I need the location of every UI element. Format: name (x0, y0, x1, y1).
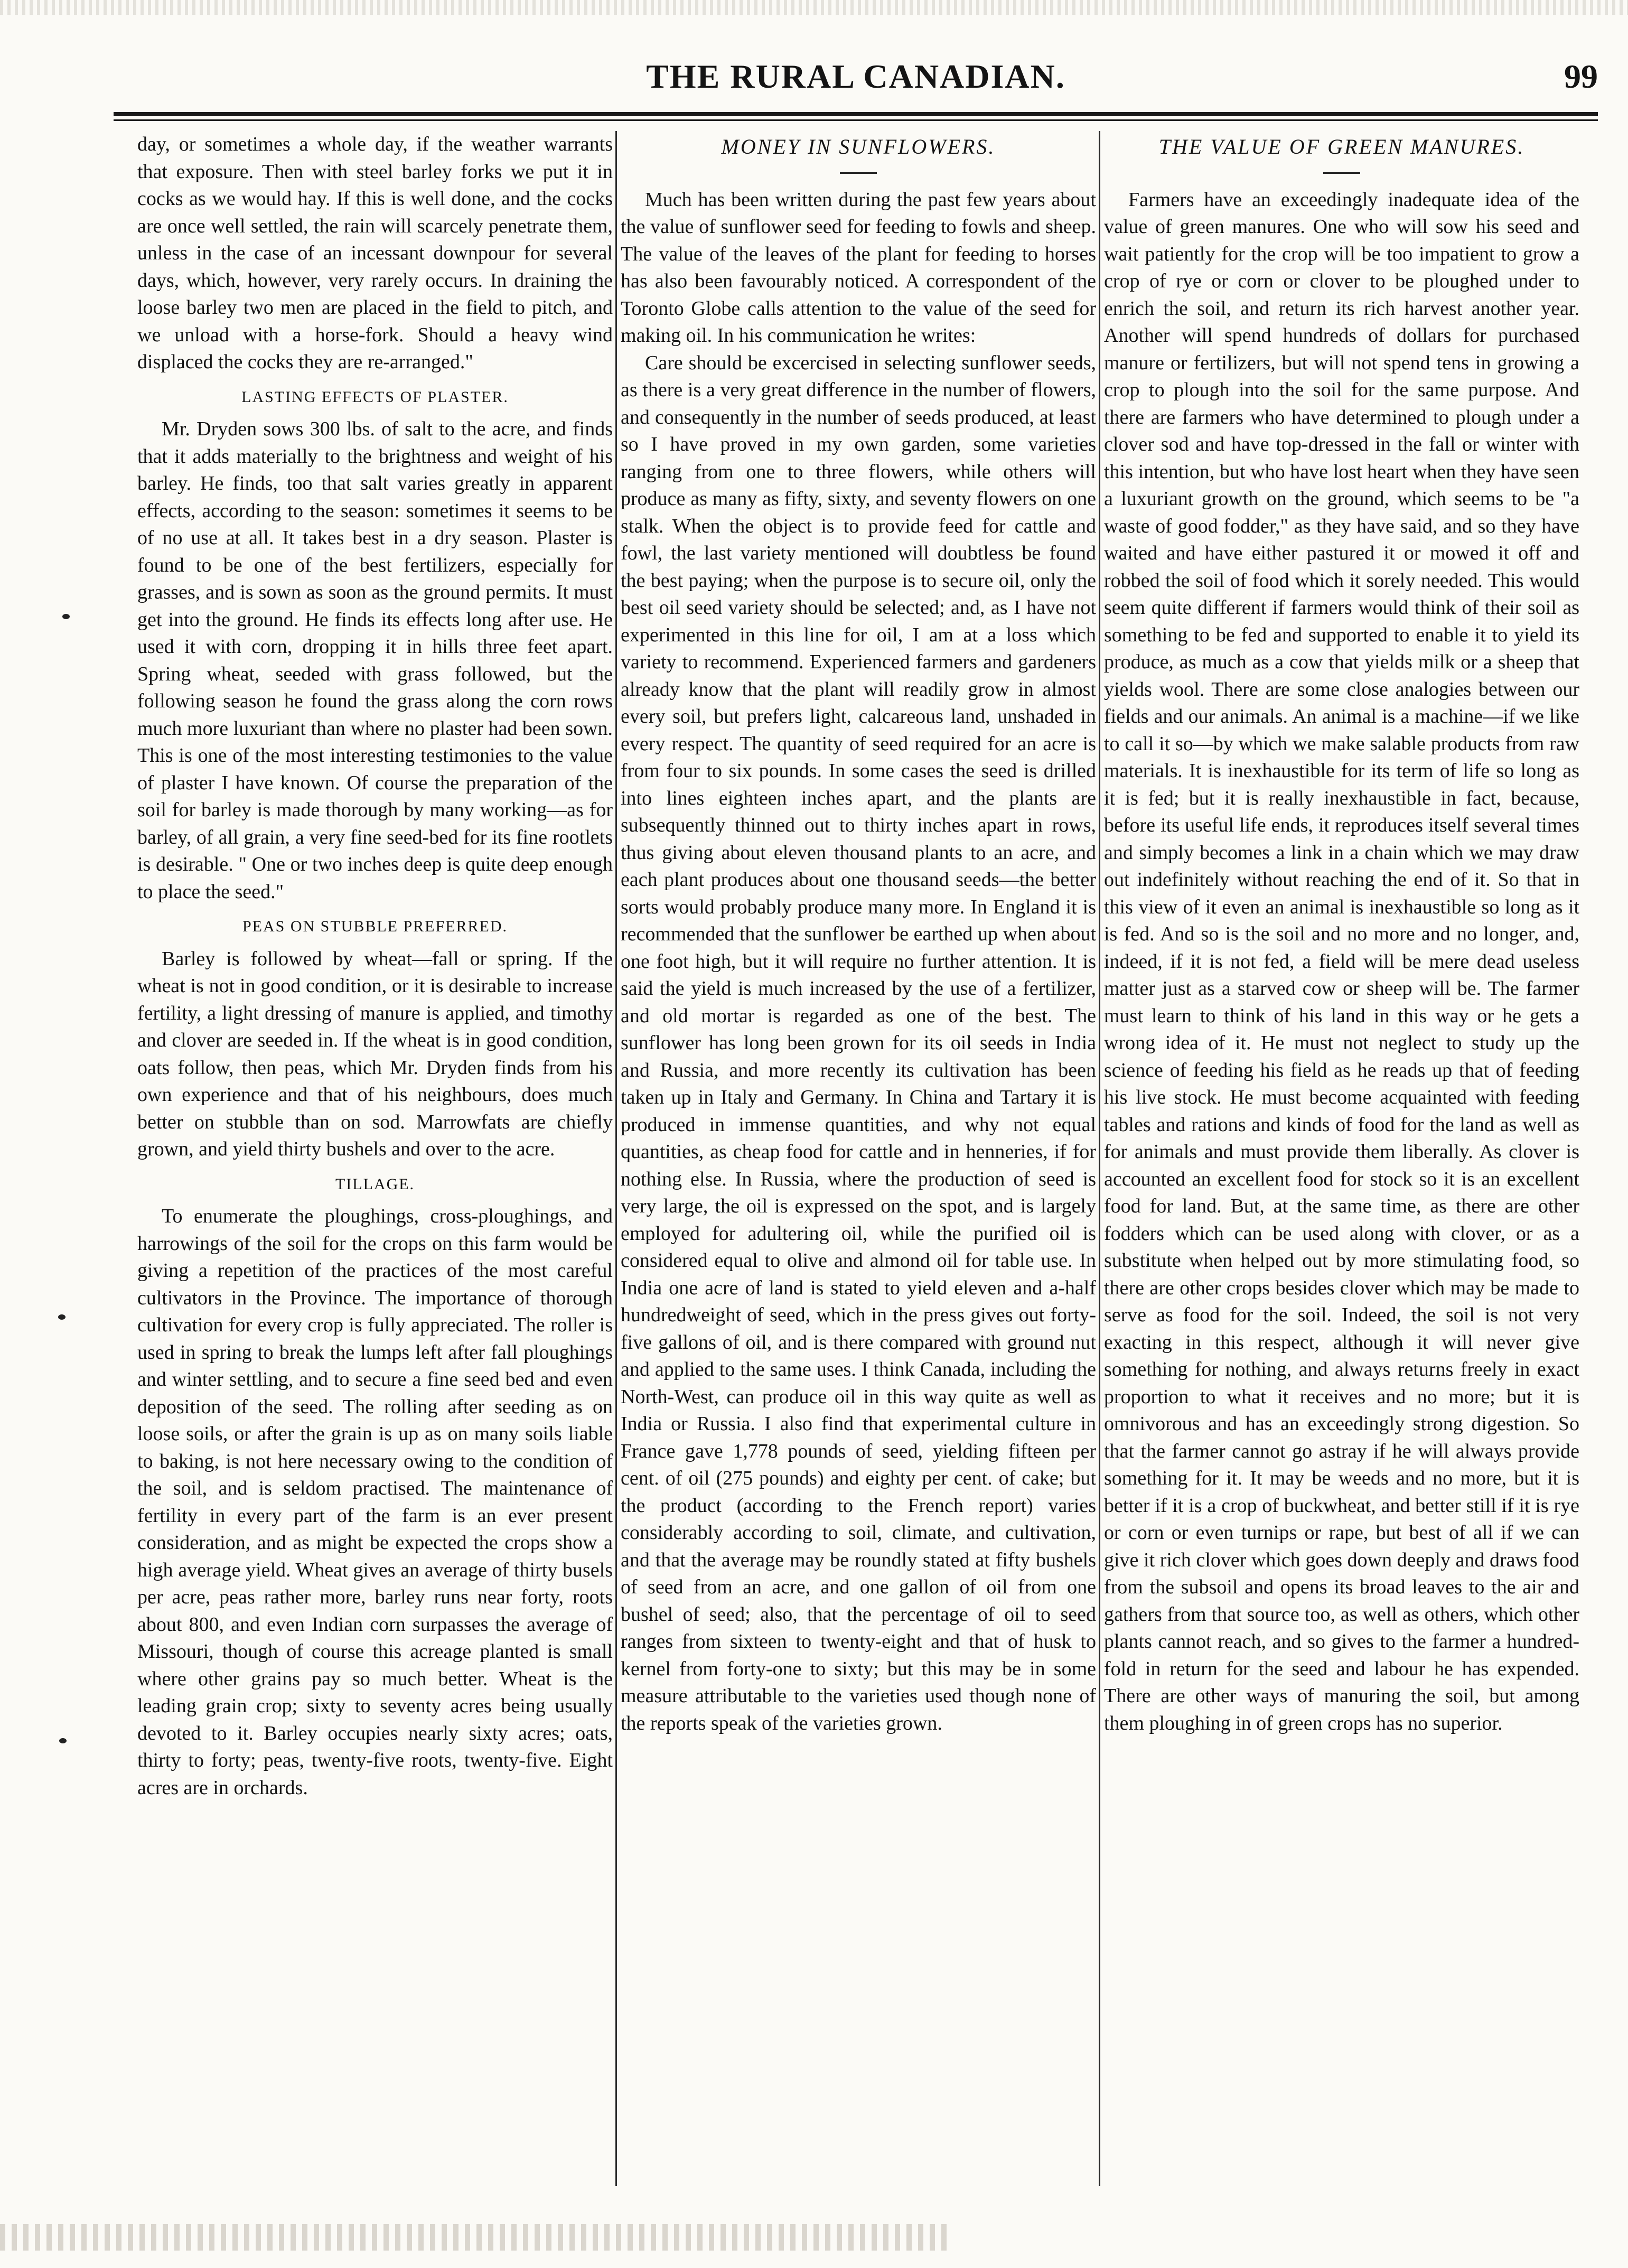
scan-noise-top (0, 0, 1628, 15)
col1-paragraph-1: day, or sometimes a whole day, if the weather warrants that exposure. Then with steel barley forks we put it in cocks as we would hay. If this is well done, and the cocks are once well settled, the rain will scarcely penetrate them, unless in the case of an incessant downpour for several days, which, however, very rarely occurs. In draining the loose barley two men are placed in the field to pitch, and we unload with a horse-fork. Should a heavy wind displaced the cocks they are re-arranged." (137, 133, 613, 373)
column-divider-2 (1099, 131, 1100, 2186)
journal-title: THE RURAL CANADIAN. (646, 58, 1065, 95)
margin-mark (62, 614, 70, 619)
col2-paragraph-2: Care should be excercised in selecting sunflower seeds, as there is a very great difference in the number of flowers, and consequently in the number of seeds produced, at least so I have proved in my own garden, some varieties ranging from one to three flowers, while others will produce as many as fifty, sixty, and seventy flowers on one stalk. When the object is to provide feed for cattle and fowl, the last variety mentioned will doubtless be found the best paying; when the purpose is to secure oil, only the best oil seed variety should be selected; and, as I have not experimented in this line for oil, I am at a loss which variety to recommend. Experienced farmers and gardeners already know that the plant will readily grow in almost every soil, but prefers light, calcareous land, unshaded in every respect. The quantity of seed required for an acre is from four to six pounds. In some cases the seed is drilled into lines eighteen inches apart, and the plants are subsequently thinned out to thirty inches apart in rows, thus giving about eleven thousand plants to an acre, and each plant produces about one thousand seeds—the better sorts would probably produce many more. In England it is recommended that the sunflower be earthed up when about one foot high, but it will require no further attention. It is said the yield is much increased by the use of a fertilizer, and old mortar is regarded as one of the best. The sunflower has long been grown for its oil seeds in India and Russia, and more recently its cultivation has been taken up in Italy and Germany. In China and Tartary it is produced in immense quantities, and why not equal quantities, as cheap food for cattle and in henneries, if for nothing else. In Russia, where the production of seed is very large, the oil is expressed on the spot, and is largely employed for adultering oil, while the purified oil is considered equal to olive and almond oil for table use. In India one acre of land is stated to yield eleven and a-half hundredweight of seed, which in the press gives out forty-five gallons of oil, and is there compared with ground nut and applied to the same uses. I think Canada, including the North-West, can produce oil in this way quite as well as India or Russia. I also find that experimental culture in France gave 1,778 pounds of seed, yielding fifteen per cent. of oil (275 pounds) and eighty per cent. of cake; but the product (according to the French report) varies considerably according to soil, climate, and cultivation, and that the average may be roundly stated at fifty bushels of seed from an acre, and one gallon of oil from one bushel of seed; also, that the percentage of oil to seed ranges from sixteen to twenty-eight and that of husk to kernel from forty-one to sixty; but this may be in some measure attributable to the varieties used though none of the reports speak of the varieties grown. (621, 351, 1096, 1734)
col1-subhead-peas: PEAS ON STUBBLE PREFERRED. (242, 918, 508, 935)
margin-mark (59, 1738, 67, 1743)
title-rule (1323, 172, 1360, 174)
column-1 (137, 131, 613, 2186)
article-title-sunflowers: MONEY IN SUNFLOWERS. (721, 135, 996, 158)
header-rule-thick (114, 112, 1598, 116)
margin-mark (58, 1314, 66, 1320)
scan-noise-bottom (0, 2224, 951, 2251)
article-title-green-manures: THE VALUE OF GREEN MANURES. (1158, 135, 1525, 158)
page-number: 99 (1564, 58, 1598, 95)
col1-paragraph-2: Mr. Dryden sows 300 lbs. of salt to the acre, and finds that it adds materially to the brightness and weight of his barley. He finds, too that salt varies greatly in apparent effects, according to the season: sometimes it seems to be of no use at all. It takes best in a dry season. Plaster is found to be one of the best fertilizers, especially for grasses, and is sown as soon as the ground permits. It must get into the ground. He finds its effects long after use. He used it with corn, dropping it in hills three feet apart. Spring wheat, seeded with grass followed, but the following season he found the grass along the corn rows much more luxuriant than where no plaster had been sown. This is one of the most interesting testimonies to the value of plaster I have known. Of course the preparation of the soil for barley is made thorough by many working—as for barley, of all grain, a very fine seed-bed for its fine rootlets is desirable. " One or two inches deep is quite deep enough to place the seed." (137, 418, 613, 903)
column-3 (1104, 131, 1579, 2186)
col2-paragraph-1: Much has been written during the past few years about the value of sunflower seed for feeding to fowls and sheep. The value of the leaves of the plant for feeding to horses has also been favourably noticed. A correspondent of the Toronto Globe calls attention to the value of the seed for making oil. In his communication he writes: (621, 188, 1096, 347)
header-rule-thin (114, 119, 1598, 121)
column-divider-1 (615, 131, 617, 2186)
col1-subhead-plaster: LASTING EFFECTS OF PLASTER. (241, 388, 509, 406)
column-2 (621, 131, 1096, 2186)
col3-paragraph-1: Farmers have an exceedingly inadequate idea of the value of green manures. One who will sow his seed and wait patiently for the crop will be too impatient to grow a crop of rye or corn or clover to be ploughed under to enrich the soil, and return its rich harvest another year. Another will spend hundreds of dollars for purchased manure or fertilizers, but will not spend tens in growing a crop to plough into the soil for the same purpose. And there are farmers who have determined to plough under a clover sod and have top-dressed in the fall or winter with this intention, but who have lost heart when they have seen a luxuriant growth on the ground, which seems to be "a waste of good fodder," as they have said, and so they have waited and have either pastured it or mowed it off and robbed the soil of food which it sorely needed. This would seem quite different if farmers would think of their soil as something to be fed and supported to enable it to yield its produce, as much as a cow that yields milk or a sheep that yields wool. There are some close analogies between our fields and our animals. An animal is a machine—if we like to call it so—by which we make salable products from raw materials. It is inexhaustible for its term of life so long as it is fed; but it is really inexhaustible in fact, because, before its useful life ends, it reproduces itself several times and simply becomes a link in a chain which we may draw out indefinitely without reaching the end of it. So that in this view of it even an animal is inexhaustible so long as it is fed. And so is the soil and no more and no longer, and, indeed, if it is not fed, a field will be mere dead useless matter just as a starved cow or sheep will be. The farmer must learn to think of his land in this way or he gets a wrong idea of it. He must not neglect to study up the science of feeding his field as he reads up that of feeding his live stock. He must become acquainted with feeding tables and rations and kinds of food for the land as well as for animals and must provide them liberally. As clover is accounted an excellent food for stock so it is an excellent food for land. But, at the same time, as there are other fodders which can be used along with clover, or as a substitute when helped out by more stimulating food, so there are other crops besides clover which may be made to serve as food for the soil. Indeed, the soil is not very exacting in this respect, although it will never give something for nothing, and always returns freely in exact proportion to what it receives and no more; but it is omnivorous and has an exceedingly strong digestion. So that the farmer cannot go astray if he will always provide something for it. It may be weeds and no more, but it is better if it is a crop of buckwheat, and better still if it is rye or corn or even turnips or rape, but best of all if we can give it rich clover which goes down deeply and draws food from the subsoil and opens its broad leaves to the air and gathers from that source too, as well as others, which other plants cannot reach, and so gives to the farmer a hundred-fold in return for the seed and labour he has expended. There are other ways of manuring the soil, but among them ploughing in of green crops has no superior. (1104, 188, 1579, 1734)
page-header (114, 48, 1598, 111)
col1-subhead-tillage: TILLAGE. (335, 1175, 415, 1193)
col1-paragraph-3: Barley is followed by wheat—fall or spring. If the wheat is not in good condition, or it is desirable to increase fertility, a light dressing of manure is applied, and timothy and clover are seeded in. If the wheat is in good condition, oats follow, then peas, which Mr. Dryden finds from his own experience and that of his neighbours, does much better on stubble than on sod. Marrowfats are chiefly grown, and yield thirty bushels and over to the acre. (137, 947, 613, 1160)
title-rule (840, 172, 877, 174)
col1-paragraph-4: To enumerate the ploughings, cross-ploughings, and harrowings of the soil for the crops on this farm would be giving a repetition of the practices of the most careful cultivators in the Province. The importance of thorough cultivation for every crop is fully appreciated. The roller is used in spring to break the lumps left after fall ploughings and winter settling, and to secure a fine seed bed and even deposition of the seed. The rolling after seeding as on loose soils, or after the grain is up as on many soils liable to baking, is not here necessary owing to the condition of the soil, and is seldom practised. The maintenance of fertility in every part of the farm is an ever present consideration, and as might be expected the crops show a high average yield. Wheat gives an average of thirty busels per acre, peas rather more, barley runs near forty, roots about 800, and even Indian corn surpasses the average of Missouri, though of course this acreage planted is small where other grains pay so much better. Wheat is the leading grain crop; sixty to seventy acres being usually devoted to it. Barley occupies nearly sixty acres; oats, thirty to forty; peas, twenty-five roots, twenty-five. Eight acres are in orchards. (137, 1205, 613, 1799)
